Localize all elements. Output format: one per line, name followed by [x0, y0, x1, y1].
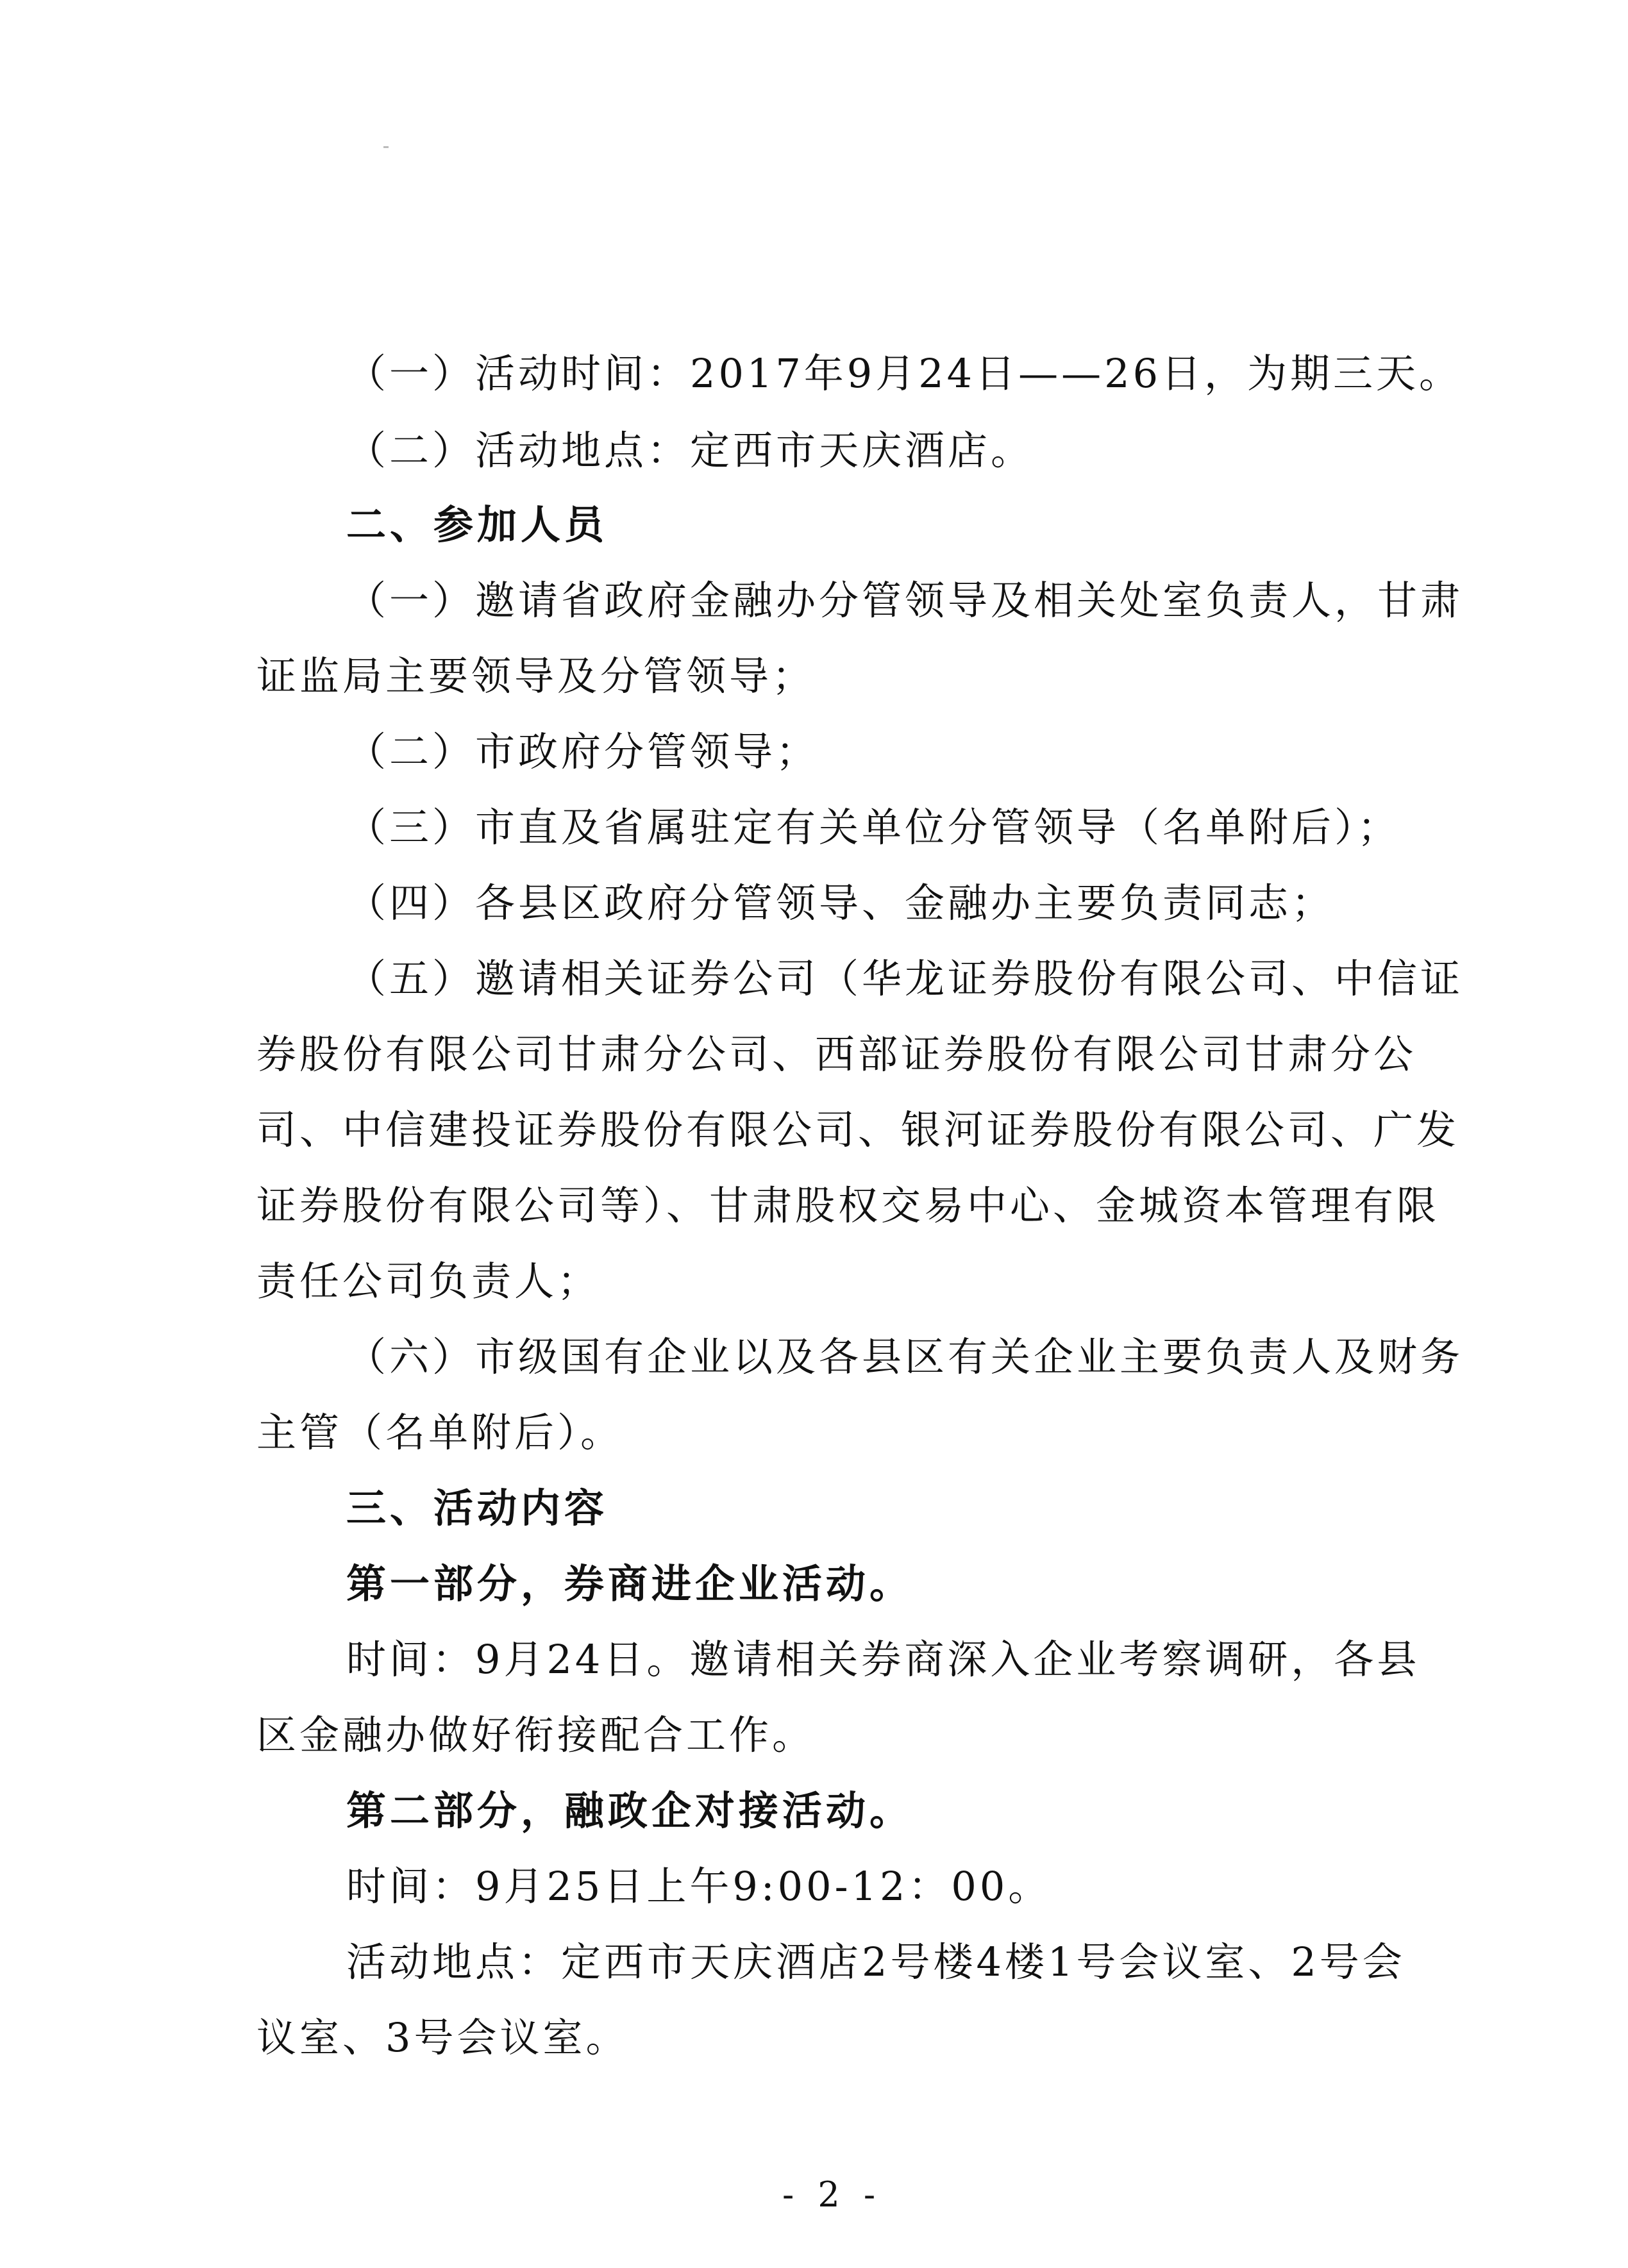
section-heading-content: 三、活动内容	[346, 1485, 608, 1531]
activity-place-line: （二）活动地点：定西市天庆酒店。	[346, 427, 1034, 474]
section-heading-participants: 二、参加人员	[346, 501, 608, 548]
participants-item-6-line-1: （六）市级国有企业以及各县区有关企业主要负责人及财务	[346, 1333, 1464, 1380]
participants-item-6-line-2: 主管（名单附后）。	[256, 1409, 624, 1456]
scan-speck	[383, 146, 389, 148]
participants-item-5-line-3: 司、中信建投证券股份有限公司、银河证券股份有限公司、广发	[256, 1106, 1460, 1153]
participants-item-5-line-1: （五）邀请相关证券公司（华龙证券股份有限公司、中信证	[346, 955, 1464, 1002]
part-two-time: 时间：9月25日上午9:00-12：00。	[346, 1863, 1052, 1910]
part-two-heading: 第二部分，融政企对接活动。	[346, 1787, 914, 1834]
part-one-line-1: 时间：9月24日。邀请相关券商深入企业考察调研，各县	[346, 1636, 1420, 1683]
part-two-place-line-2: 议室、3号会议室。	[256, 2014, 629, 2061]
participants-item-5-line-2: 券股份有限公司甘肃分公司、西部证券股份有限公司甘肃分公	[256, 1031, 1417, 1078]
activity-time-line: （一）活动时间：2017年9月24日——26日，为期三天。	[346, 350, 1463, 397]
participants-item-2: （二）市政府分管领导；	[346, 728, 819, 775]
participants-item-5-line-5: 责任公司负责人；	[256, 1258, 601, 1305]
part-one-line-2: 区金融办做好衔接配合工作。	[256, 1712, 816, 1758]
participants-item-5-line-4: 证券股份有限公司等）、甘肃股权交易中心、金城资本管理有限	[256, 1182, 1440, 1229]
participants-item-4: （四）各县区政府分管领导、金融办主要负责同志；	[346, 880, 1335, 926]
participants-item-3: （三）市直及省属驻定有关单位分管领导（名单附后）；	[346, 804, 1401, 851]
participants-item-1-line-2: 证监局主要领导及分管领导；	[256, 653, 816, 699]
page-number: - 2 -	[782, 2174, 882, 2215]
participants-item-1-line-1: （一）邀请省政府金融办分管领导及相关处室负责人，甘肃	[346, 577, 1464, 624]
part-one-heading: 第一部分，券商进企业活动。	[346, 1560, 914, 1607]
part-two-place-line-1: 活动地点：定西市天庆酒店2号楼4楼1号会议室、2号会	[346, 1939, 1406, 1985]
